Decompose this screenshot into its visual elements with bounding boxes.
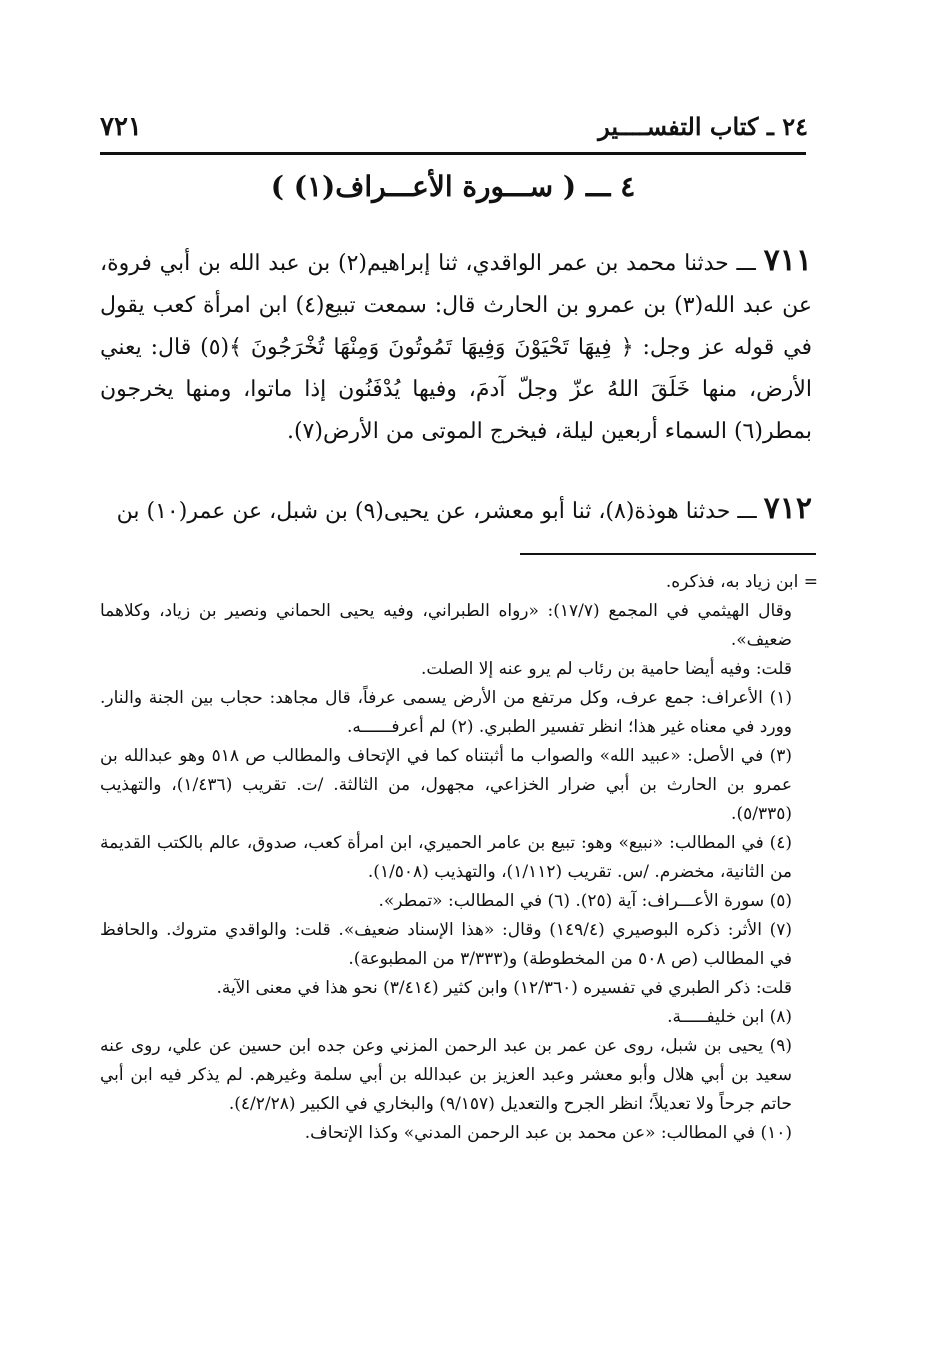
page-number: ٧٢١ xyxy=(100,112,142,142)
footnote-line: (١) الأعراف: جمع عرف، وكل مرتفع من الأرض يسمى عرفاً، قال مجاهد: حجاب بين الجنة والنار. وورد في معناه غير هذا؛ انظر تفسير الطبري. (٢) لم أعرفــــــه. xyxy=(100,688,793,737)
running-title: ٢٤ ـ كتاب التفســــير xyxy=(598,112,808,141)
footnote-line: قلت: ذكر الطبري في تفسيره (١٢/٣٦٠) وابن كثير (٣/٤١٤) نحو هذا في معنى الآية. xyxy=(216,978,792,998)
footnote-line: (١٠) في المطالب: «عن محمد بن عبد الرحمن المدني» وكذا الإتحاف. xyxy=(304,1123,792,1143)
footnote-line: (٨) ابن خليفـــــة. xyxy=(667,1007,792,1027)
hadith-number: ٧١١ xyxy=(763,243,812,278)
hadith-text: ـــ حدثنا محمد بن عمر الواقدي، ثنا إبراهيم(٢) بن عبد الله بن أبي فروة، عن عبد الله(٣) بن عمرو بن الحارث قال: سمعت تبيع(٤) ابن امرأة كعب يقول في قوله عز وجل: ﴿ فِيهَا تَحْيَوْنَ وَفِيهَا تَمُوتُونَ وَمِنْهَا تُخْرَجُونَ ﴾(٥) قال: يعني الأرض، منها خَلَقَ اللهُ عزّ وجلّ آدمَ، وفيها يُدْفَنُون إذا ماتوا، ومنها يخرجون بمطر(٦) السماء أربعين ليلة، فيخرج الموتى من الأرض(٧). xyxy=(100,251,812,444)
footnote-line: (٩) يحيى بن شبل، روى عن عمر بن عبد الرحمن المزني وعن جده ابن حسين عن علي، روى عنه سعيد بن أبي هلال وأبو معشر وعبد العزيز بن عبدالله بن أبي سلمة وغيرهم. لم يذكر فيه ابن أبي حاتم جرحاً ولا تعديلاً؛ انظر الجرح والتعديل (٩/١٥٧) والبخاري في الكبير (٤/٢/٢٨). xyxy=(100,1036,792,1114)
footnote-rule xyxy=(520,553,816,555)
footnote-line: = ابن زياد به، فذكره. xyxy=(665,572,818,592)
footnote-line: وقال الهيثمي في المجمع (١٧/٧): «رواه الطبراني، وفيه يحيى الحماني ونصير بن زياد، وكلاهما ضعيف». xyxy=(100,601,792,650)
hadith-711 xyxy=(100,240,812,453)
footnote-line: قلت: وفيه أيضا حامية بن رئاب لم يرو عنه إلا الصلت. xyxy=(421,659,792,679)
hadith-712 xyxy=(100,488,812,533)
page-header xyxy=(100,112,808,146)
surah-title: ٤ ـــ ( ســـورة الأعـــراف(١) ) xyxy=(270,170,636,203)
hadith-text: ـــ حدثنا هوذة(٨)، ثنا أبو معشر، عن يحيى(٩) بن شبل، عن عمر(١٠) بن xyxy=(116,499,757,524)
hadith-number: ٧١٢ xyxy=(763,491,812,526)
footnote-line: (٤) في المطالب: «نبيع» وهو: تبيع بن عامر الحميري، ابن امرأة كعب، صدوق، عالم بالكتب القديمة من الثانية، مخضرم. /س. تقريب (١/١١٢)، والتهذيب (١/٥٠٨). xyxy=(100,833,792,882)
footnote-line: (٥) سورة الأعـــراف: آية (٢٥). (٦) في المطالب: «تمطر». xyxy=(378,891,792,911)
header-rule xyxy=(100,152,806,155)
footnotes xyxy=(100,568,818,1148)
footnote-line: (٧) الأثر: ذكره البوصيري (١٤٩/٤) وقال: «هذا الإسناد ضعيف». قلت: والواقدي متروك. والحافظ في المطالب (ص ٥٠٨ من المخطوطة) و(٣/٣٣٣ من المطبوعة). xyxy=(100,920,792,969)
footnote-line: (٣) في الأصل: «عبيد الله» والصواب ما أثبتناه كما في الإتحاف والمطالب ص ٥١٨ وهو عبدالله بن عمرو بن الحارث بن أبي ضرار الخزاعي، مجهول، من الثالثة. /ت. تقريب (١/٤٣٦)، والتهذيب (٥/٣٣٥). xyxy=(100,746,792,824)
